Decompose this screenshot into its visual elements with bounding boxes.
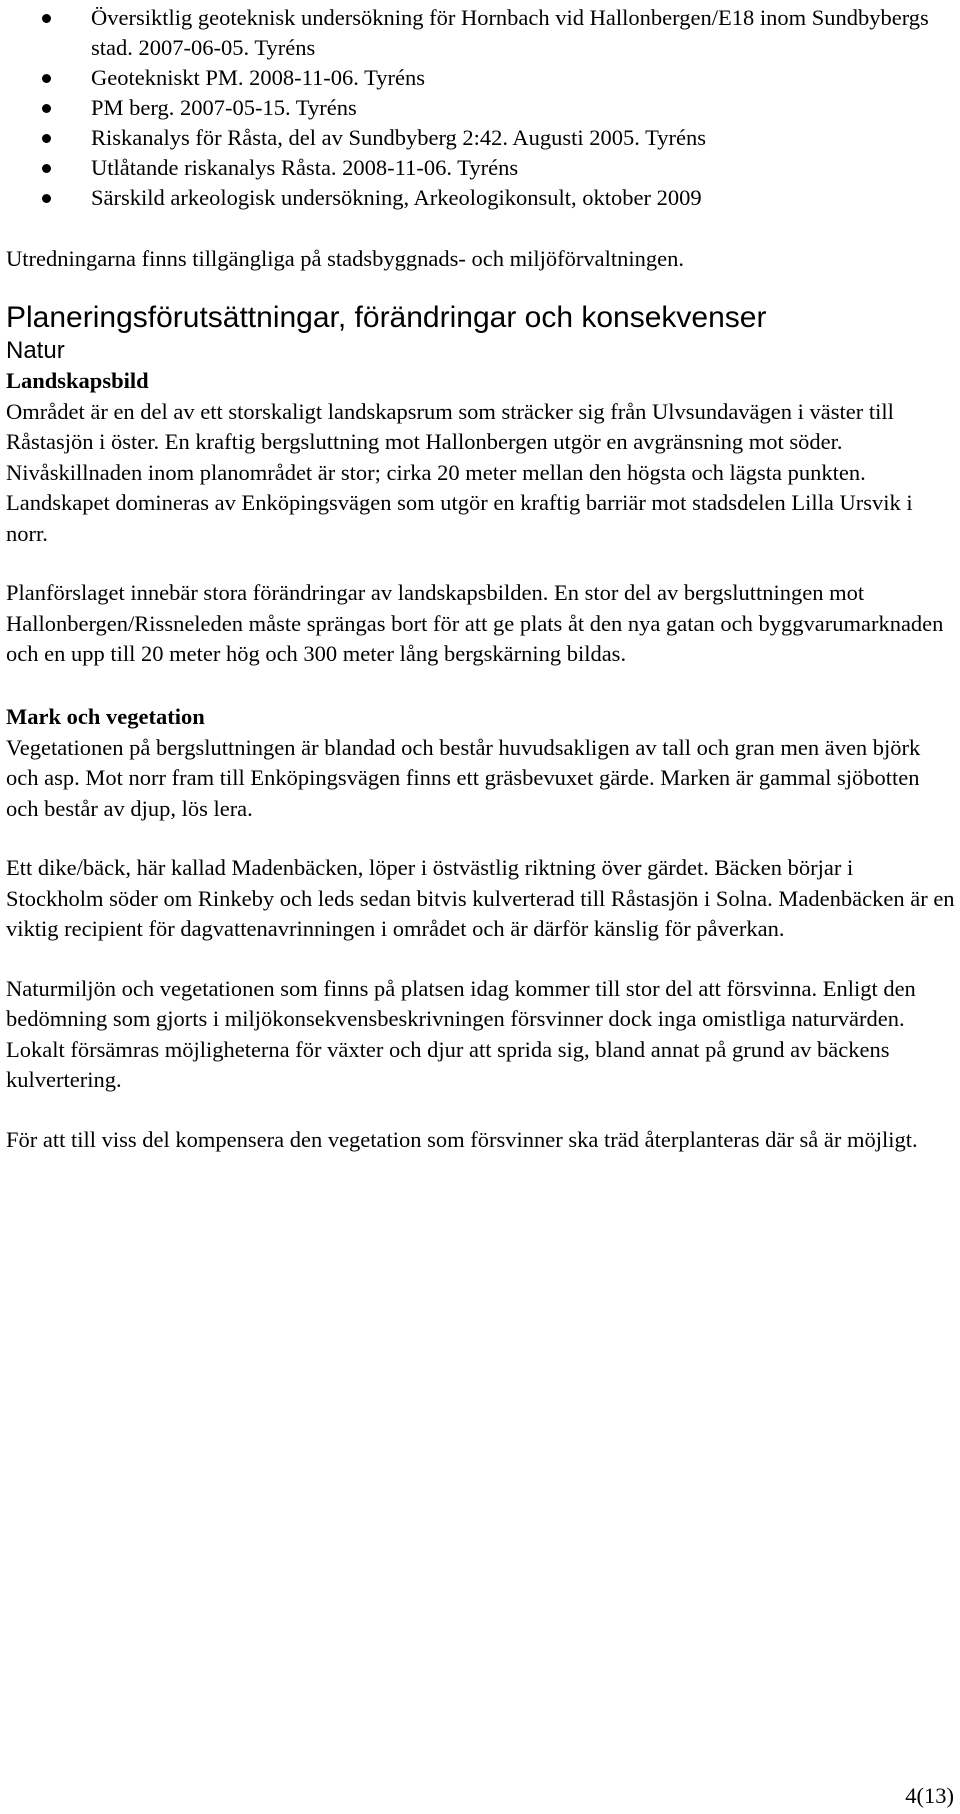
mark-vegetation-paragraph: För att till viss del kompensera den vegetation som försvinner ska träd återplanteras där så är möjligt.	[6, 1126, 918, 1152]
reference-list	[6, 0, 956, 213]
bullet-icon	[42, 14, 51, 23]
reference-item	[6, 93, 951, 123]
reference-text: Särskild arkeologisk undersökning, Arkeologikonsult, oktober 2009	[91, 185, 702, 210]
landskapsbild-paragraph: Planförslaget innebär stora förändringar av landskapsbilden. En stor del av bergsluttningen mot Hallonbergen/Rissneleden måste sprängas bort för att ge plats åt den nya gatan och byggvarumarknaden och en upp till 20 meter hög och 300 meter lång bergskärning bildas.	[6, 580, 944, 666]
landskapsbild-paragraph: Området är en del av ett storskaligt landskapsrum som sträcker sig från Ulvsundavägen i väster till Råstasjön i öster. En kraftig bergsluttning mot Hallonbergen utgör en avgränsning mot söder. Nivåskillnaden inom planområdet är stor; cirka 20 meter mellan den högsta och lägsta punkten. Landskapet domineras av Enköpingsvägen som utgör en kraftig barriär mot stadsdelen Lilla Ursvik i norr.	[6, 398, 913, 546]
mark-vegetation-paragraph: Naturmiljön och vegetationen som finns på platsen idag kommer till stor del att försvinna. Enligt den bedömning som gjorts i miljökonsekvensbeskrivningen försvinner dock inga omistliga naturvärden. Lokalt försämras möjligheterna för växter och djur att sprida sig, bland annat på grund av bäckens kulvertering.	[6, 975, 916, 1092]
heading-landskapsbild: Landskapsbild	[6, 367, 149, 393]
reference-text: PM berg. 2007-05-15. Tyréns	[91, 95, 357, 120]
mark-vegetation-paragraph: Ett dike/bäck, här kallad Madenbäcken, löper i östvästlig riktning över gärdet. Bäcken börjar i Stockholm söder om Rinkeby och leds sedan bitvis kulverterad till Råstasjön i Solna. Madenbäcken är en viktig recipient för dagvattenavrinningen i området och är därför känslig för påverkan.	[6, 855, 955, 941]
reference-text: Riskanalys för Råsta, del av Sundbyberg 2:42. Augusti 2005. Tyréns	[91, 125, 707, 150]
section-subtitle: Natur	[6, 336, 65, 364]
section-title: Planeringsförutsättningar, förändringar och konsekvenser	[6, 300, 767, 334]
reference-item	[6, 153, 951, 183]
bullet-icon	[42, 194, 51, 203]
bullet-icon	[42, 104, 51, 113]
bullet-icon	[42, 164, 51, 173]
reference-text: Utlåtande riskanalys Råsta. 2008-11-06. Tyréns	[91, 155, 519, 180]
reference-text: Geotekniskt PM. 2008-11-06. Tyréns	[91, 65, 426, 90]
reference-text: Översiktlig geoteknisk undersökning för Hornbach vid Hallonbergen/E18 inom Sundbybergs stad. 2007-06-05. Tyréns	[91, 5, 929, 60]
heading-mark-och-vegetation: Mark och vegetation	[6, 703, 205, 729]
reference-item	[6, 3, 951, 63]
mark-vegetation-paragraph: Vegetationen på bergsluttningen är blandad och består huvudsakligen av tall och gran men även björk och asp. Mot norr fram till Enköpingsvägen finns ett gräsbevuxet gärde. Marken är gammal sjöbotten och består av djup, lös lera.	[6, 734, 921, 821]
reference-item	[6, 183, 951, 213]
page-number: 4(13)	[905, 1783, 954, 1808]
bullet-icon	[42, 134, 51, 143]
bullet-icon	[42, 74, 51, 83]
availability-note: Utredningarna finns tillgängliga på stadsbyggnads- och miljöförvaltningen.	[6, 246, 684, 271]
document-page	[6, 0, 956, 1155]
reference-item	[6, 63, 951, 93]
reference-item	[6, 123, 951, 153]
